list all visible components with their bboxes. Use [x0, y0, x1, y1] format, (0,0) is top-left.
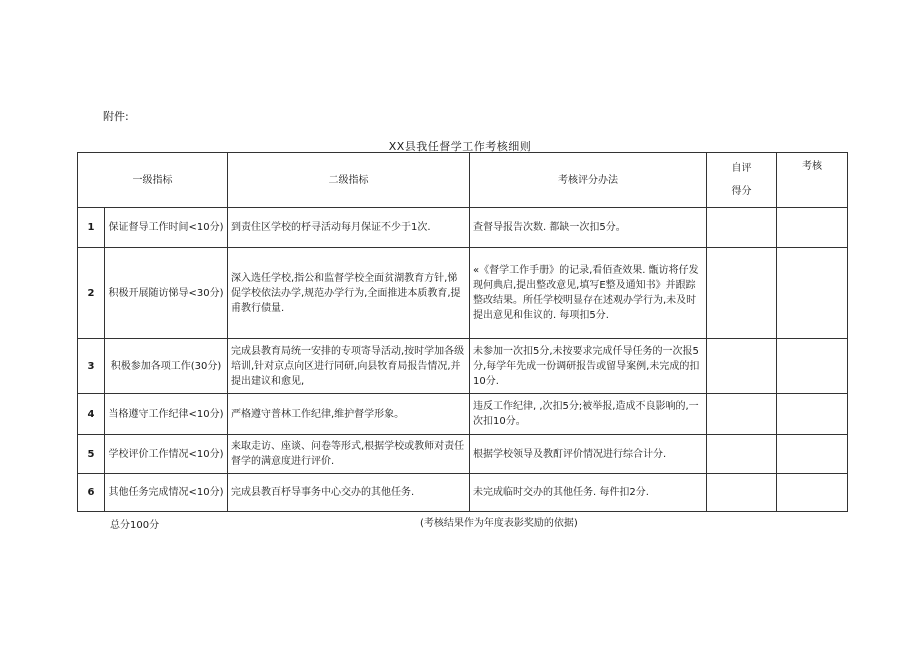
row-number: 5: [78, 435, 105, 474]
header-self-line2: 得分: [731, 186, 752, 197]
table-row: [78, 339, 848, 394]
row-self-score: [707, 394, 777, 435]
row-level1: 其他任务完成情况<10分): [105, 474, 228, 512]
row-number: 2: [78, 248, 105, 339]
header-level1: 一级指标: [78, 153, 228, 208]
table-row: [78, 248, 848, 339]
row-level2: 深入选任学校,指公和监督学校全面贫湖教育方针,悌促学校依法办学,规范办学行为,全面推进本质教育,提甫教行债量.: [228, 248, 470, 339]
row-level1: 积极参加各项工作(30分): [105, 339, 228, 394]
row-method: 未完成临时交办的其他任务. 每件扣2分.: [470, 474, 707, 512]
row-number: 3: [78, 339, 105, 394]
table-row: [78, 474, 848, 512]
row-level2: 严格遵守普林工作纪律,维护督学形象。: [228, 394, 470, 435]
footer-note: (考核结果作为年度表影奖励的依据): [420, 518, 578, 529]
total-score-label: 总分100分: [110, 520, 160, 531]
row-method: 查督导报告次数. 都缺一次扣5分。: [470, 208, 707, 248]
table-row: [78, 394, 848, 435]
row-level1: 当格遵守工作纪律<10分): [105, 394, 228, 435]
row-level1: 学校评价工作情况<10分): [105, 435, 228, 474]
attachment-label: 附件:: [103, 110, 129, 123]
row-method: 违反工作纪律, ,次扣5分;被举报,造成不良影响的,一次扣10分。: [470, 394, 707, 435]
row-number: 1: [78, 208, 105, 248]
row-exam-score: [777, 248, 848, 339]
row-level2: 来取走访、座谈、问卷等形式,根据学校或教师对责任督学的满意度进行评价.: [228, 435, 470, 474]
row-self-score: [707, 208, 777, 248]
row-number: 4: [78, 394, 105, 435]
row-exam-score: [777, 208, 848, 248]
row-method: «《督学工作手册》的记录,看佰查效果. 甑访将仔发现何典启,提出整改意见,填写E整及通知书》并跟踪整改结果。所任学校明显存在述观办学行为,未及时提出意见和隹议的. 每项扣5分.: [470, 248, 707, 339]
header-self-line1: 自评: [731, 163, 752, 174]
row-self-score: [707, 435, 777, 474]
header-level2: 二级指标: [228, 153, 470, 208]
row-level1: 保证督导工作时间<10分): [105, 208, 228, 248]
table-header-row: [78, 153, 848, 208]
document-title: XX县我任督学工作考核细则: [388, 140, 532, 153]
row-level2: 完成县教百杼导事务中心交办的其他任务.: [228, 474, 470, 512]
row-level1: 积极开展随访悌导<30分): [105, 248, 228, 339]
row-level2: 到责住区学校的杼寻活动每月保证不少于1次.: [228, 208, 470, 248]
row-number: 6: [78, 474, 105, 512]
row-level2: 完成县教育局统一安排的专项寄导活动,按时学加各级培训,针对京点向区进行同研,向县牧育局报告情况,并提出建议和愈见,: [228, 339, 470, 394]
row-exam-score: [777, 339, 848, 394]
row-self-score: [707, 248, 777, 339]
header-exam: 考核: [777, 153, 848, 208]
row-self-score: [707, 339, 777, 394]
assessment-table: [77, 152, 848, 512]
header-method: 考核评分办法: [470, 153, 707, 208]
row-self-score: [707, 474, 777, 512]
table-row: [78, 208, 848, 248]
row-method: 根据学校领导及教酊评价情况进行综合计分.: [470, 435, 707, 474]
row-exam-score: [777, 394, 848, 435]
row-exam-score: [777, 435, 848, 474]
row-exam-score: [777, 474, 848, 512]
header-self-score: [707, 153, 777, 208]
table-row: [78, 435, 848, 474]
row-method: 未参加一次扣5分,未按要求完成仟导任务的一次报5分,每学年先成一份调研报告或留导案例,未完成的扣10分.: [470, 339, 707, 394]
